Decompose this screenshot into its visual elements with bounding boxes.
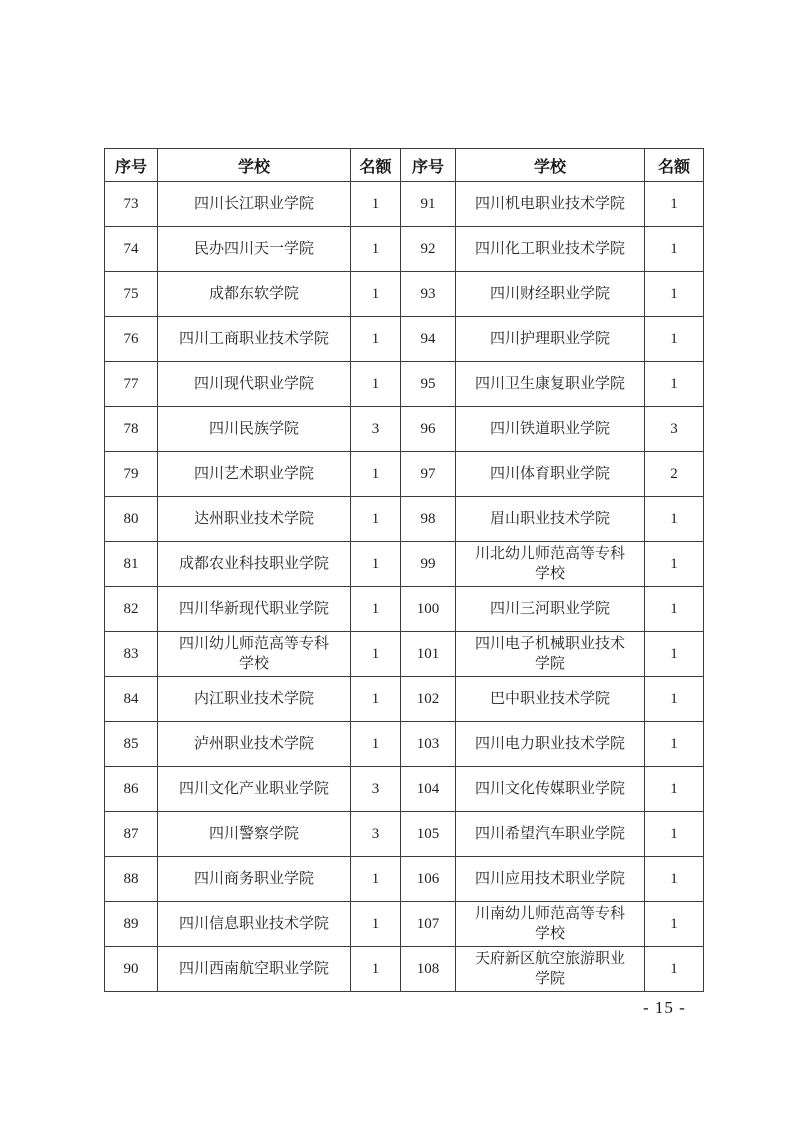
quota-cell: 3 — [351, 407, 401, 452]
school-name-cell: 四川电力职业技术学院 — [456, 722, 645, 767]
column-header-0: 序号 — [105, 149, 158, 182]
quota-cell: 1 — [351, 272, 401, 317]
school-name-cell: 四川工商职业技术学院 — [158, 317, 351, 362]
table-row — [105, 542, 704, 587]
school-name-cell: 川北幼儿师范高等专科学校 — [456, 542, 645, 587]
row-number-cell: 106 — [401, 857, 456, 902]
quota-cell: 1 — [351, 677, 401, 722]
school-name-cell: 四川西南航空职业学院 — [158, 947, 351, 992]
school-name-cell: 四川警察学院 — [158, 812, 351, 857]
row-number-cell: 105 — [401, 812, 456, 857]
table-row — [105, 317, 704, 362]
school-name-cell: 四川希望汽车职业学院 — [456, 812, 645, 857]
school-name-cell: 四川文化产业职业学院 — [158, 767, 351, 812]
school-name-cell: 四川铁道职业学院 — [456, 407, 645, 452]
row-number-cell: 99 — [401, 542, 456, 587]
table-row — [105, 182, 704, 227]
row-number-cell: 92 — [401, 227, 456, 272]
quota-cell: 1 — [351, 542, 401, 587]
quota-cell: 1 — [645, 812, 704, 857]
school-name-cell: 达州职业技术学院 — [158, 497, 351, 542]
quota-cell: 3 — [351, 767, 401, 812]
school-name-cell: 成都东软学院 — [158, 272, 351, 317]
column-header-4: 学校 — [456, 149, 645, 182]
table-row — [105, 857, 704, 902]
row-number-cell: 89 — [105, 902, 158, 947]
quota-cell: 1 — [645, 767, 704, 812]
quota-cell: 1 — [645, 542, 704, 587]
row-number-cell: 88 — [105, 857, 158, 902]
row-number-cell: 97 — [401, 452, 456, 497]
quota-cell: 1 — [645, 362, 704, 407]
table-row — [105, 362, 704, 407]
school-name-cell: 四川信息职业技术学院 — [158, 902, 351, 947]
school-name-cell: 眉山职业技术学院 — [456, 497, 645, 542]
table-row — [105, 227, 704, 272]
table-row — [105, 407, 704, 452]
table-row — [105, 272, 704, 317]
quota-cell: 3 — [645, 407, 704, 452]
row-number-cell: 78 — [105, 407, 158, 452]
row-number-cell: 100 — [401, 587, 456, 632]
quota-cell: 1 — [351, 902, 401, 947]
row-number-cell: 83 — [105, 632, 158, 677]
school-name-cell: 巴中职业技术学院 — [456, 677, 645, 722]
quota-cell: 1 — [645, 902, 704, 947]
quota-cell: 1 — [645, 587, 704, 632]
row-number-cell: 87 — [105, 812, 158, 857]
quota-cell: 2 — [645, 452, 704, 497]
school-name-cell: 四川长江职业学院 — [158, 182, 351, 227]
column-header-1: 学校 — [158, 149, 351, 182]
quota-cell: 1 — [351, 722, 401, 767]
quota-cell: 1 — [645, 857, 704, 902]
quota-cell: 1 — [351, 362, 401, 407]
row-number-cell: 90 — [105, 947, 158, 992]
quota-cell: 1 — [645, 272, 704, 317]
quota-cell: 3 — [351, 812, 401, 857]
quota-cell: 1 — [645, 677, 704, 722]
table-row — [105, 587, 704, 632]
quota-cell: 1 — [645, 947, 704, 992]
school-name-cell: 四川卫生康复职业学院 — [456, 362, 645, 407]
school-name-cell: 四川幼儿师范高等专科学校 — [158, 632, 351, 677]
row-number-cell: 75 — [105, 272, 158, 317]
quota-cell: 1 — [351, 452, 401, 497]
school-name-cell: 四川护理职业学院 — [456, 317, 645, 362]
school-name-cell: 四川三河职业学院 — [456, 587, 645, 632]
row-number-cell: 79 — [105, 452, 158, 497]
quota-cell: 1 — [645, 182, 704, 227]
school-name-cell: 川南幼儿师范高等专科学校 — [456, 902, 645, 947]
row-number-cell: 93 — [401, 272, 456, 317]
school-name-cell: 四川艺术职业学院 — [158, 452, 351, 497]
row-number-cell: 94 — [401, 317, 456, 362]
school-name-cell: 四川电子机械职业技术学院 — [456, 632, 645, 677]
school-quota-table — [104, 148, 704, 992]
school-name-cell: 内江职业技术学院 — [158, 677, 351, 722]
column-header-5: 名额 — [645, 149, 704, 182]
row-number-cell: 82 — [105, 587, 158, 632]
table-row — [105, 947, 704, 992]
page-number: - 15 - — [643, 998, 686, 1017]
row-number-cell: 95 — [401, 362, 456, 407]
table-row — [105, 902, 704, 947]
row-number-cell: 86 — [105, 767, 158, 812]
row-number-cell: 84 — [105, 677, 158, 722]
quota-cell: 1 — [645, 227, 704, 272]
table-row — [105, 452, 704, 497]
row-number-cell: 91 — [401, 182, 456, 227]
row-number-cell: 76 — [105, 317, 158, 362]
row-number-cell: 98 — [401, 497, 456, 542]
row-number-cell: 80 — [105, 497, 158, 542]
quota-cell: 1 — [645, 497, 704, 542]
school-name-cell: 四川应用技术职业学院 — [456, 857, 645, 902]
school-name-cell: 四川文化传媒职业学院 — [456, 767, 645, 812]
table-row — [105, 767, 704, 812]
row-number-cell: 74 — [105, 227, 158, 272]
table-row — [105, 722, 704, 767]
quota-cell: 1 — [351, 947, 401, 992]
row-number-cell: 96 — [401, 407, 456, 452]
row-number-cell: 108 — [401, 947, 456, 992]
table-row — [105, 497, 704, 542]
row-number-cell: 77 — [105, 362, 158, 407]
table-row — [105, 677, 704, 722]
school-name-cell: 四川华新现代职业学院 — [158, 587, 351, 632]
quota-cell: 1 — [645, 317, 704, 362]
school-name-cell: 四川体育职业学院 — [456, 452, 645, 497]
table-body — [105, 182, 704, 992]
quota-cell: 1 — [351, 857, 401, 902]
quota-cell: 1 — [351, 587, 401, 632]
quota-cell: 1 — [351, 227, 401, 272]
table-row — [105, 632, 704, 677]
row-number-cell: 102 — [401, 677, 456, 722]
quota-cell: 1 — [645, 722, 704, 767]
school-name-cell: 四川商务职业学院 — [158, 857, 351, 902]
row-number-cell: 81 — [105, 542, 158, 587]
row-number-cell: 101 — [401, 632, 456, 677]
school-name-cell: 天府新区航空旅游职业学院 — [456, 947, 645, 992]
quota-cell: 1 — [351, 317, 401, 362]
quota-cell: 1 — [645, 632, 704, 677]
school-name-cell: 四川民族学院 — [158, 407, 351, 452]
row-number-cell: 103 — [401, 722, 456, 767]
row-number-cell: 73 — [105, 182, 158, 227]
quota-cell: 1 — [351, 632, 401, 677]
quota-cell: 1 — [351, 497, 401, 542]
school-name-cell: 四川化工职业技术学院 — [456, 227, 645, 272]
row-number-cell: 107 — [401, 902, 456, 947]
school-name-cell: 泸州职业技术学院 — [158, 722, 351, 767]
row-number-cell: 85 — [105, 722, 158, 767]
table-row — [105, 812, 704, 857]
school-name-cell: 四川机电职业技术学院 — [456, 182, 645, 227]
column-header-3: 序号 — [401, 149, 456, 182]
school-name-cell: 民办四川天一学院 — [158, 227, 351, 272]
school-name-cell: 四川现代职业学院 — [158, 362, 351, 407]
row-number-cell: 104 — [401, 767, 456, 812]
school-name-cell: 四川财经职业学院 — [456, 272, 645, 317]
table-header-row — [105, 149, 704, 182]
school-name-cell: 成都农业科技职业学院 — [158, 542, 351, 587]
quota-cell: 1 — [351, 182, 401, 227]
column-header-2: 名额 — [351, 149, 401, 182]
